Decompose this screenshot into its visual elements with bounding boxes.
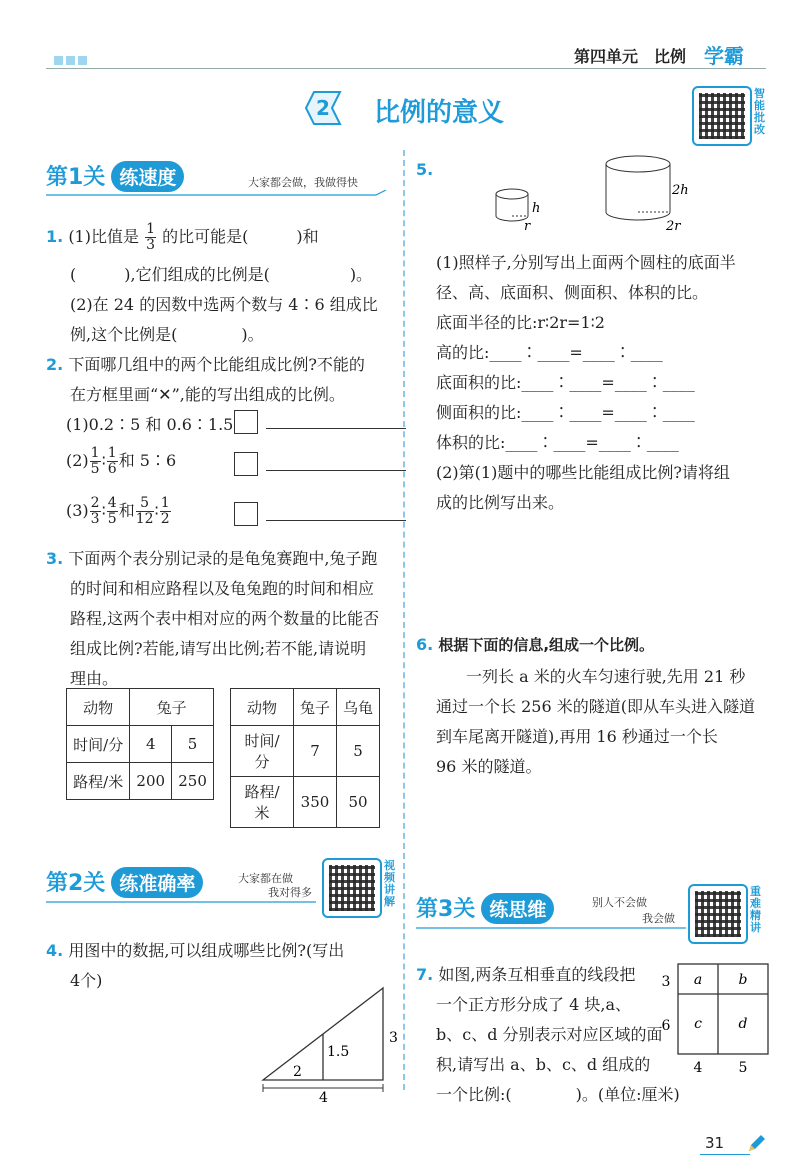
q1-line4: 例,这个比例是( )。 <box>70 325 264 344</box>
qr-label-video: 视频讲解 <box>384 859 395 908</box>
q6-line1: 6. 根据下面的信息,组成一个比例。 <box>416 635 655 654</box>
table-cell: 动物 <box>231 689 294 726</box>
svg-text:6: 6 <box>661 1018 671 1034</box>
svg-text:2h: 2h <box>672 183 689 198</box>
q1-fraction: $\frac{1}{3}$ <box>146 221 155 253</box>
q5-line2: 径、高、底面积、侧面积、体积的比。 <box>436 283 709 302</box>
table-cell: 时间/分 <box>67 726 130 763</box>
q5-line1: (1)照样子,分别写出上面两个圆柱的底面半 <box>436 253 736 272</box>
qr-code-video[interactable] <box>322 858 382 918</box>
q2-item1: (1)0.2∶5 和 0.6∶1.5 <box>66 415 234 434</box>
q1-line3: (2)在 24 的因数中选两个数与 4∶6 组成比 <box>70 295 378 314</box>
qr-label-grading: 智能批改 <box>754 87 765 136</box>
svg-text:d: d <box>738 1016 748 1032</box>
q6-number: 6. <box>416 635 434 654</box>
table-cell: 路程/米 <box>67 763 130 800</box>
q7-line4: 积,请写出 a、b、c、d 组成的 <box>436 1055 651 1074</box>
q5-volume-ratio[interactable]: 体积的比:____∶____=____∶____ <box>436 433 679 452</box>
q4-triangle-figure <box>255 980 405 1105</box>
section2-tag: 练准确率 <box>111 867 203 898</box>
qr-code-lecture[interactable] <box>688 884 748 944</box>
q2-answer-line3[interactable] <box>266 502 406 521</box>
q3-number: 3. <box>46 549 64 568</box>
q4-label-c: 3 <box>389 1030 398 1046</box>
q5-cylinders-figure <box>490 152 700 232</box>
q2-number: 2. <box>46 355 64 374</box>
q1-line2: ( ),它们组成的比例是( )。 <box>70 265 373 284</box>
table-cell: 7 <box>293 726 336 777</box>
title-number: 2 <box>316 96 330 120</box>
table-cell: 4 <box>130 726 172 763</box>
q5-line9: 成的比例写出来。 <box>436 493 565 512</box>
q6-line5: 96 米的隧道。 <box>436 757 542 776</box>
table-cell: 50 <box>336 777 379 828</box>
q7-square-figure <box>660 960 775 1080</box>
q3-line2: 的时间和相应路程以及龟兔跑的时间和相应 <box>70 579 375 598</box>
q2-item2: (2) $\frac{1}{5}$ ∶ $\frac{1}{6}$ 和 5∶6 <box>66 445 177 477</box>
table-cell: 兔子 <box>130 689 214 726</box>
q5-number: 5. <box>416 160 434 179</box>
table-cell: 兔子 <box>293 689 336 726</box>
q6-line3: 通过一个长 256 米的隧道(即从车头进入隧道 <box>436 697 755 716</box>
table-cell: 350 <box>293 777 336 828</box>
svg-text:h: h <box>532 201 541 216</box>
unit-label: 第四单元 比例 <box>574 47 687 66</box>
page-number-rule <box>700 1154 750 1155</box>
q2-checkbox3[interactable] <box>234 502 258 526</box>
section1-tag: 练速度 <box>111 161 184 192</box>
q7-line2: 一个正方形分成了 4 块,a、 <box>436 995 631 1014</box>
q5-area-ratio[interactable]: 底面积的比:____∶____=____∶____ <box>436 373 695 392</box>
q2-line2: 在方框里画“✕”,能的写出组成的比例。 <box>70 385 345 404</box>
q7-line1: 7. 如图,两条互相垂直的线段把 <box>416 965 636 984</box>
title-number-badge <box>300 88 346 128</box>
q6-line2: 一列长 a 米的火车匀速行驶,先用 21 秒 <box>466 667 746 686</box>
q2-answer-line1[interactable] <box>266 410 406 429</box>
section2-header <box>46 866 203 902</box>
svg-text:3: 3 <box>661 974 671 990</box>
q7-number: 7. <box>416 965 434 984</box>
qr-label-lecture: 重难精讲 <box>750 885 761 934</box>
section2-underline <box>46 898 326 906</box>
q1-text-b: 的比可能是( )和 <box>162 227 319 246</box>
brand-logo: 学霸 <box>704 44 744 68</box>
q3-line4: 组成比例?若能,请写出比例;若不能,请说明 <box>70 639 367 658</box>
svg-text:2r: 2r <box>666 219 681 232</box>
page-number: 31 <box>705 1134 725 1152</box>
q1-line1 <box>46 222 319 253</box>
svg-text:r: r <box>524 219 531 232</box>
q5-line3: 底面半径的比:r∶2r=1∶2 <box>436 313 605 332</box>
qr-code-grading[interactable] <box>692 86 752 146</box>
table-cell: 5 <box>172 726 214 763</box>
section3-slogan1: 别人不会做 <box>592 896 647 909</box>
svg-text:c: c <box>694 1016 702 1032</box>
section2-slogan1: 大家都在做 <box>238 872 293 885</box>
q5-height-ratio[interactable]: 高的比:____∶____=____∶____ <box>436 343 663 362</box>
title-text: 比例的意义 <box>374 98 505 128</box>
svg-text:a: a <box>693 972 703 988</box>
section3-slogan2: 我会做 <box>642 912 675 925</box>
q3-table-race <box>230 688 380 828</box>
q4-line1: 4. 用图中的数据,可以组成哪些比例?(写出 <box>46 941 345 960</box>
svg-text:4: 4 <box>693 1060 703 1076</box>
header-decoration <box>54 50 90 69</box>
q6-line4: 到车尾离开隧道),再用 16 秒通过一个长 <box>436 727 718 746</box>
q4-label-d: 4 <box>319 1090 328 1105</box>
q7-line5[interactable]: 一个比例:( )。(单位:厘米) <box>436 1085 680 1104</box>
table-cell: 5 <box>336 726 379 777</box>
q2-checkbox2[interactable] <box>234 452 258 476</box>
q3-line5: 理由。 <box>70 669 119 688</box>
section1-label: 第1关 <box>46 165 106 190</box>
section1-underline <box>46 190 396 200</box>
table-cell: 时间/分 <box>231 726 294 777</box>
svg-text:5: 5 <box>738 1060 748 1076</box>
header-rule <box>46 68 766 69</box>
table-cell: 动物 <box>67 689 130 726</box>
q1-text-a: (1)比值是 <box>68 227 139 246</box>
q2-item3: (3) $\frac{2}{3}$ ∶ $\frac{4}{5}$ 和 $\frac{5}{12}$ ∶ $\frac{1}{2}$ <box>66 495 170 527</box>
q5-side-ratio[interactable]: 侧面积的比:____∶____=____∶____ <box>436 403 695 422</box>
q2-checkbox1[interactable] <box>234 410 258 434</box>
section3-tag: 练思维 <box>481 893 554 924</box>
pencil-icon <box>746 1132 768 1154</box>
q3-line3: 路程,这两个表中相对应的两个数量的比能否 <box>70 609 380 628</box>
table-cell: 路程/米 <box>231 777 294 828</box>
q4-line2: 4个) <box>70 971 103 990</box>
q3-table-rabbit <box>66 688 214 800</box>
section3-underline <box>416 924 696 932</box>
q2-answer-line2[interactable] <box>266 452 406 471</box>
q4-label-a: 2 <box>293 1064 302 1080</box>
section3-header <box>416 892 554 928</box>
q4-label-b: 1.5 <box>327 1044 350 1060</box>
q7-line3: b、c、d 分别表示对应区域的面 <box>436 1025 663 1044</box>
q5-line8: (2)第(1)题中的哪些比能组成比例?请将组 <box>436 463 730 482</box>
q3-line1: 3. 下面两个表分别记录的是龟兔赛跑中,兔子跑 <box>46 549 378 568</box>
q2-line1: 2. 下面哪几组中的两个比能组成比例?不能的 <box>46 355 365 374</box>
section2-label: 第2关 <box>46 871 106 896</box>
column-divider <box>403 150 405 1090</box>
svg-text:b: b <box>738 972 748 988</box>
q4-number: 4. <box>46 941 64 960</box>
section1-slogan: 大家都会做，我做得快 <box>248 176 358 189</box>
section3-label: 第3关 <box>416 897 476 922</box>
table-cell: 250 <box>172 763 214 800</box>
q1-number: 1. <box>46 227 64 246</box>
section2-slogan2: 我对得多 <box>268 886 312 899</box>
table-cell: 200 <box>130 763 172 800</box>
table-cell: 乌龟 <box>336 689 379 726</box>
